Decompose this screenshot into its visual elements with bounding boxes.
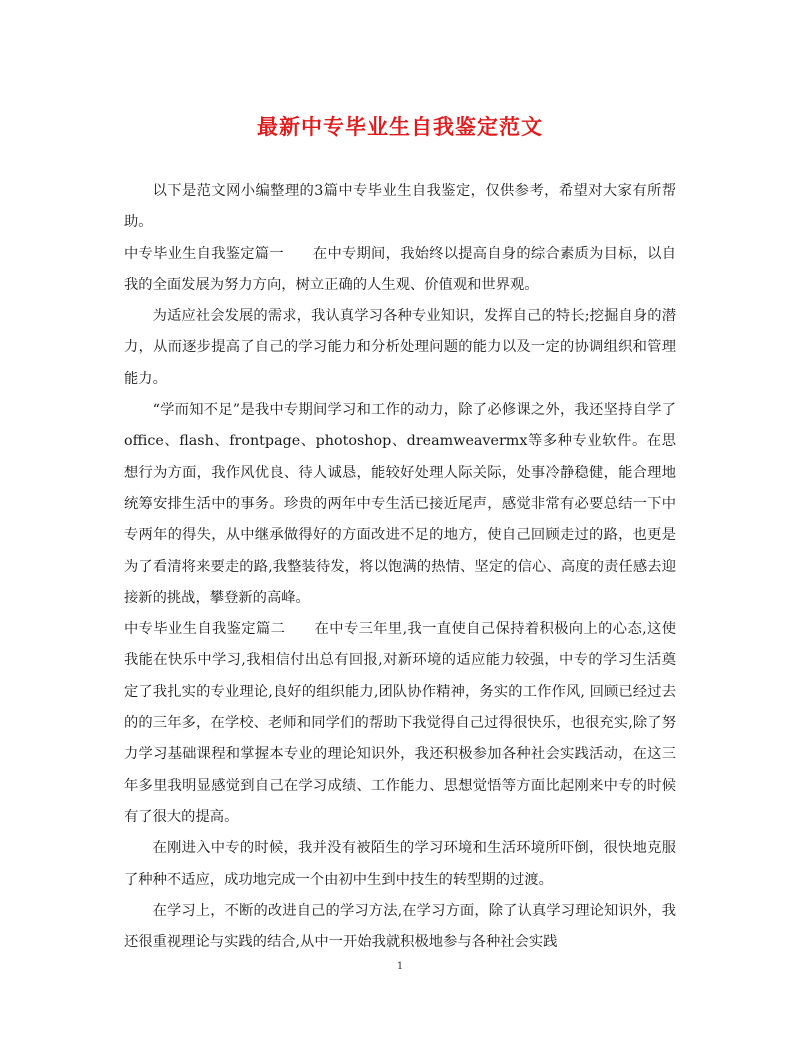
document-title: 最新中专毕业生自我鉴定范文 bbox=[257, 114, 543, 139]
paragraph-study: 在学习上，不断的改进自己的学习方法,在学习方面，除了认真学习理论知识外，我还很重视理论与实践的结合,从中一开始我就积极地参与各种社会实践 bbox=[124, 902, 676, 951]
paragraph-section-one: 中专毕业生自我鉴定篇一 在中专期间，我始终以提高自身的综合素质为目标，以自我的全面发展为努力方向，树立正确的人生观、价值观和世界观。 bbox=[124, 245, 676, 293]
paragraph-section-two: 中专毕业生自我鉴定篇二 在中专三年里,我一直使自己保持着积极向上的心态,这使我能在快乐中学习,我相信付出总有回报,对新环境的适应能力较强，中专的学习生活奠定了我扎实的专业理论,良好的组织能力,团队协作精神，务实的工作作风, 回顾已经过去的的三年多，在学校、老师和同学们的帮助下我觉得自己过得很快乐，也很充实,除了努力学习基础课程和掌握本专业的理论知识外，我还积极参加各种社会实践活动，在这三年多里我明显感觉到自己在学习成绩、工作能力、思想觉悟等方面比起刚来中专的时候有了很大的提高。 bbox=[124, 621, 676, 825]
paragraph-adapt: 为适应社会发展的需求，我认真学习各种专业知识，发挥自己的特长;挖掘自身的潜力，从而逐步提高了自己的学习能力和分析处理问题的能力以及一定的协调组织和管理能力。 bbox=[124, 308, 676, 387]
page-number: 1 bbox=[396, 961, 404, 972]
document-body bbox=[124, 176, 676, 958]
paragraph-entry: 在刚进入中专的时候，我并没有被陌生的学习环境和生活环境所吓倒，很快地克服了种种不适应，成功地完成一个由初中生到中技生的转型期的过渡。 bbox=[124, 840, 676, 888]
paragraph-intro: 以下是范文网小编整理的3篇中专毕业生自我鉴定，仅供参考，希望对大家有所帮助。 bbox=[124, 183, 676, 231]
paragraph-self-study: “学而知不足”是我中专期间学习和工作的动力，除了必修课之外，我还坚持自学了office、flash、frontpage、photoshop、dreamweavermx等多种专业软件。在思想行为方面，我作风优良、待人诚恳，能较好处理人际关际，处事冷静稳健，能合理地统筹安排生活中的事务。珍贵的两年中专生活已接近尾声，感觉非常有必要总结一下中专两年的得失，从中继承做得好的方面改进不足的地方，使自己回顾走过的路，也更是为了看清将来要走的路,我整装待发，将以饱满的热情、坚定的信心、高度的责任感去迎接新的挑战，攀登新的高峰。 bbox=[124, 402, 676, 606]
